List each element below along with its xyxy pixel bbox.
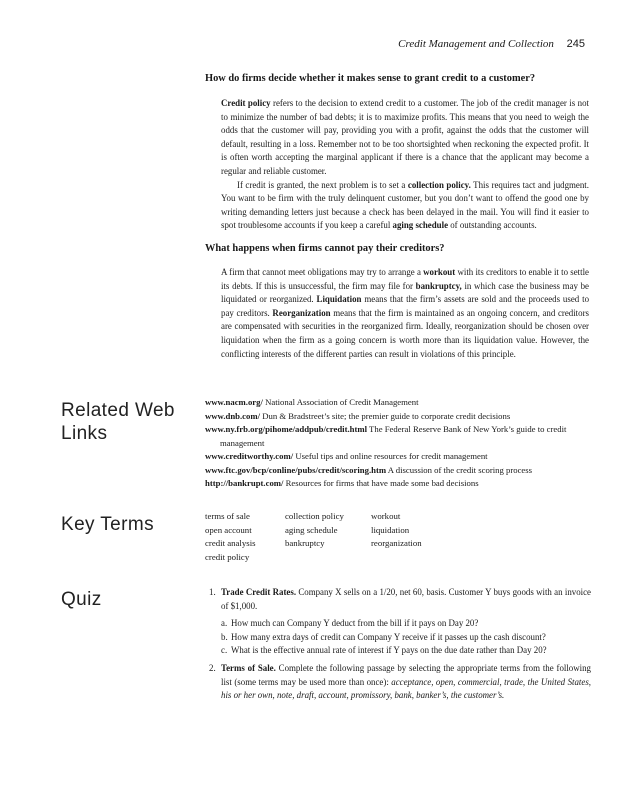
- quiz-subquestion: c. What is the effective annual rate of interest if Y pays on the due date rather than Day 20?: [221, 645, 547, 656]
- key-terms-column: [371, 510, 422, 551]
- web-link-url[interactable]: http://bankrupt.com/: [205, 478, 284, 488]
- web-link-item: http://bankrupt.com/ Resources for firms that have made some bad decisions: [205, 478, 479, 488]
- web-link-item: www.creditworthy.com/ Useful tips and online resources for credit management: [205, 451, 488, 461]
- key-term: workout: [371, 511, 401, 521]
- key-term: collection policy: [285, 511, 344, 521]
- term-workout: workout: [423, 267, 456, 277]
- key-terms-column: [285, 510, 344, 551]
- answer-paragraph: If credit is granted, the next problem is to set a collection policy. This requires tact and judgment. You want to be firm with the truly delinquent customer, but you don’t want to offend the good one by writing demanding letters just because a check has been delayed in the mail. You will find it easier to spot troublesome accounts if you keep a careful aging schedule of outstanding accounts.: [221, 179, 589, 231]
- quiz-question-1: 1. Trade Credit Rates. Company X sells on a 1/20, net 60, basis. Customer Y buys goods with an invoice of $1,000. a. How much can Company Y deduct from the bill if it pays on Day 20? b. How many extra days of credit can Company Y receive if it passes up the cash discount? c. What is the effective annual rate of interest if Y pays on the due date rather than Day 20?: [205, 586, 591, 658]
- running-head-title: Credit Management and Collection: [398, 38, 554, 50]
- term-liquidation: Liquidation: [316, 294, 362, 305]
- web-link-item: www.dnb.com/ Dun & Bradstreet’s site; the premier guide to corporate credit decisions: [205, 410, 511, 421]
- quiz-question-number: 1.: [209, 587, 216, 597]
- question-cannot-pay: What happens when firms cannot pay their creditors?: [205, 243, 445, 254]
- key-term: aging schedule: [285, 524, 338, 535]
- related-web-links-heading: Related Web Links: [61, 400, 175, 444]
- quiz-question-title: Trade Credit Rates.: [221, 587, 297, 597]
- key-term: bankruptcy: [285, 538, 325, 549]
- question-grant-credit: How do firms decide whether it makes sense to grant credit to a customer?: [205, 73, 536, 84]
- key-term: terms of sale: [205, 511, 250, 521]
- web-link-url[interactable]: www.ftc.gov/bcp/conline/pubs/credit/scoring.htm: [205, 464, 387, 475]
- quiz-question-number: 2.: [209, 662, 216, 673]
- web-link-item: www.ny.frb.org/pihome/addpub/credit.html The Federal Reserve Bank of New York’s guide to credit management: [205, 424, 567, 448]
- running-head: [398, 38, 585, 50]
- quiz-heading: Quiz: [61, 589, 102, 610]
- key-term: open account: [205, 524, 252, 535]
- web-link-url[interactable]: www.dnb.com/: [205, 410, 261, 421]
- quiz-subquestion: b. How many extra days of credit can Company Y receive if it passes up the cash discount?: [221, 631, 546, 642]
- quiz-list: [205, 586, 591, 703]
- key-term: reorganization: [371, 538, 422, 549]
- key-term: credit policy: [205, 551, 250, 562]
- related-web-links-list: [205, 396, 595, 491]
- key-term: credit analysis: [205, 538, 256, 549]
- key-terms-table: [205, 510, 505, 566]
- answer-grant-credit: [221, 97, 589, 233]
- web-link-url[interactable]: www.nacm.org/: [205, 397, 263, 407]
- web-link-url[interactable]: www.creditworthy.com/: [205, 451, 294, 461]
- web-link-item: www.ftc.gov/bcp/conline/pubs/credit/scoring.htm A discussion of the credit scoring process: [205, 464, 533, 475]
- quiz-term-options: acceptance, open, commercial, trade, the United States, his or her own, note, draft, account, promissory, bank, banker’s, the customer’s.: [221, 676, 591, 701]
- quiz-question-2: 2. Terms of Sale. Complete the following passage by selecting the appropriate terms from the following list (some terms may be used more than once): acceptance, open, commercial, trade, the United States, his or her own, note, draft, account, promissory, bank, banker’s, the customer’s.: [209, 662, 591, 701]
- answer-paragraph: A firm that cannot meet obligations may try to arrange a workout with its creditors to enable it to settle its debts. If this is unsuccessful, the firm may file for bankruptcy, in which case the business may be liquidated or reorganized. Liquidation means that the firm’s assets are sold and the proceeds used to pay creditors. Reorganization means that the firm is maintained as an ongoing concern, and creditors are compensated with securities in the reorganized firm. Ideally, reorganization should be chosen over liquidation when the firm as a going concern is worth more than its liquidation value. However, the conflicting interests of the different parties can result in violations of this principle.: [221, 267, 590, 359]
- quiz-subquestion: a. How much can Company Y deduct from the bill if it pays on Day 20?: [221, 618, 479, 629]
- key-terms-column: [205, 510, 256, 564]
- key-terms-heading: Key Terms: [61, 514, 154, 535]
- term-collection-policy: collection policy.: [407, 179, 471, 190]
- quiz-subquestions: [221, 617, 591, 658]
- term-bankruptcy: bankruptcy,: [415, 280, 462, 291]
- answer-paragraph: Credit policy refers to the decision to extend credit to a customer. The job of the credit manager is not to minimize the number of bad debts; it is to maximize profits. This means that you need to weigh the odds that the customer will pay, providing you with a profit, against the odds that the customer will default, resulting in a loss. Remember not to be too shortsighted when reckoning the expected profit. It is often worth accepting the marginal applicant if there is a chance that the applicant may become a regular and reliable customer.: [221, 98, 589, 176]
- quiz-question-title: Terms of Sale.: [221, 662, 276, 673]
- web-link-url[interactable]: www.ny.frb.org/pihome/addpub/credit.html: [205, 424, 368, 434]
- term-aging-schedule: aging schedule: [392, 220, 449, 231]
- term-reorganization: Reorganization: [272, 307, 331, 318]
- key-term: liquidation: [371, 524, 410, 535]
- answer-cannot-pay: [221, 266, 589, 361]
- web-link-item: www.nacm.org/ National Association of Credit Management: [205, 397, 419, 407]
- page-number: 245: [566, 38, 585, 50]
- term-credit-policy: Credit policy: [221, 98, 271, 108]
